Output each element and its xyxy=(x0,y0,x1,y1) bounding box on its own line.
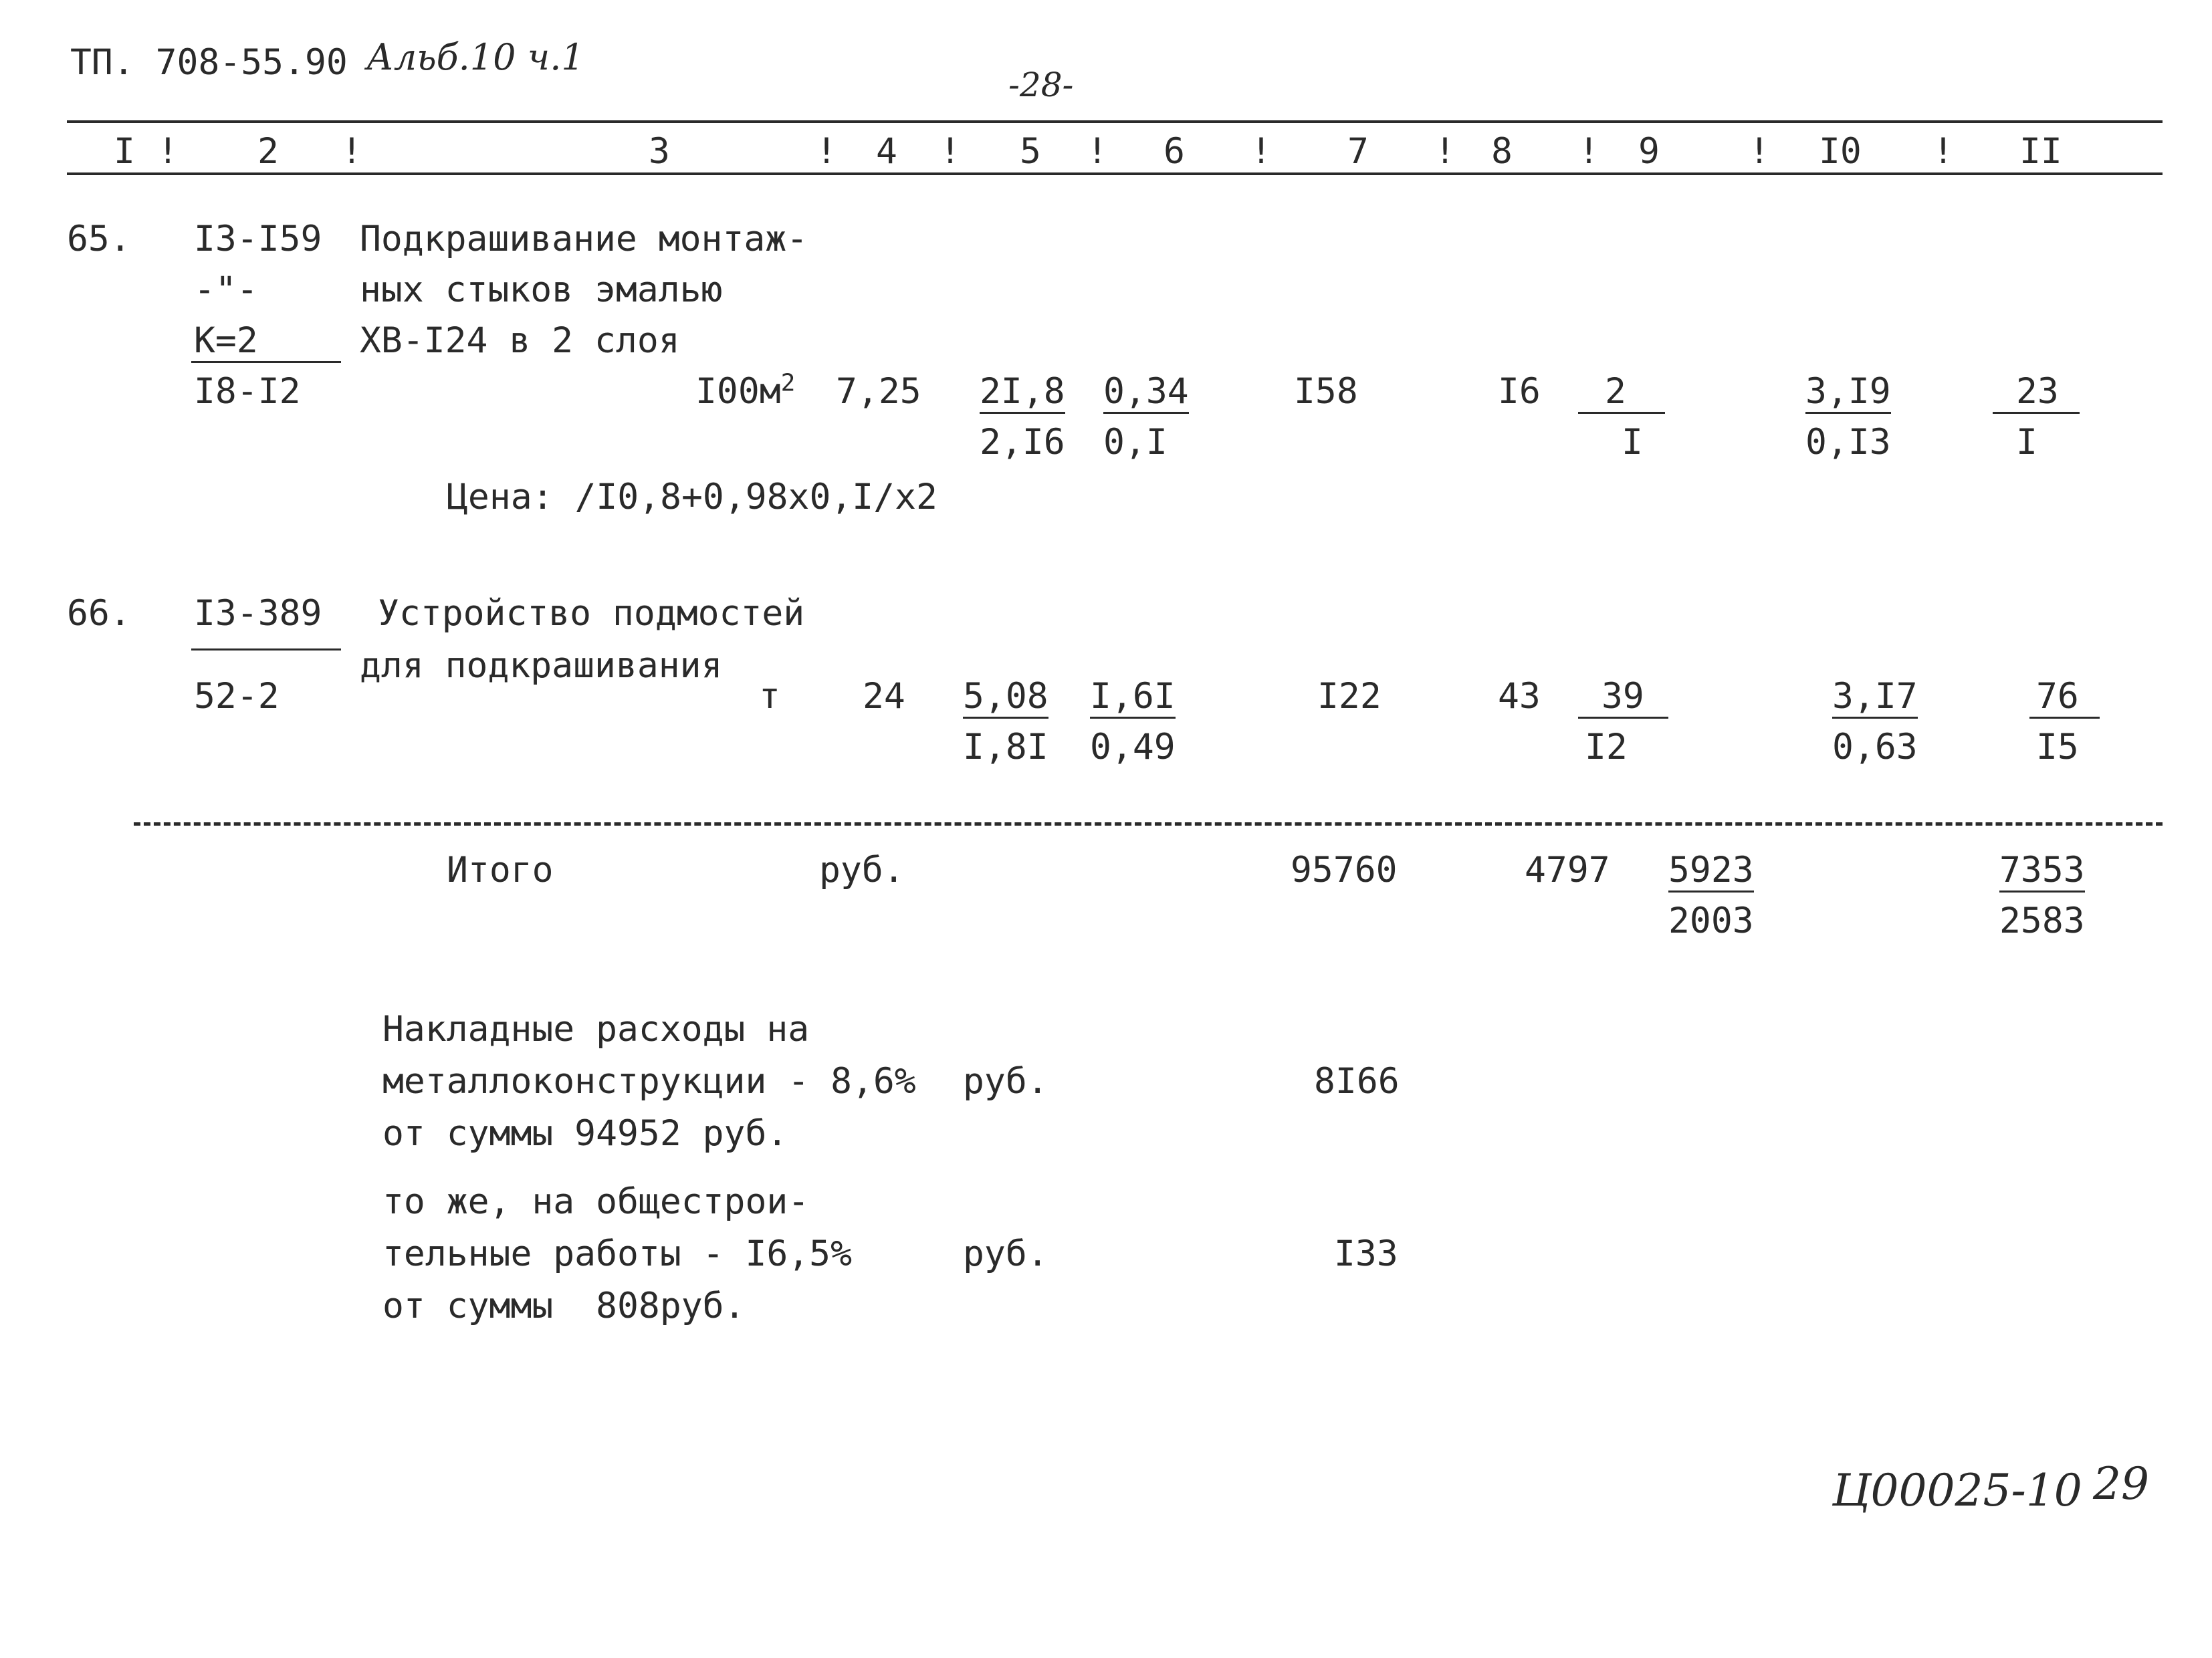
col10-top: 3,I7 xyxy=(1832,676,1918,717)
dashed-separator xyxy=(134,822,2163,826)
unit-text: I00м xyxy=(695,371,781,412)
code-line: -"- xyxy=(194,269,258,310)
overhead-text-line: тельные работы - I6,5% xyxy=(382,1233,852,1274)
col11-bottom: I5 xyxy=(2036,727,2079,767)
fraction-line xyxy=(1832,717,1918,719)
col-num-2: 2 xyxy=(257,131,279,172)
col-num-8: 8 xyxy=(1491,131,1513,172)
total-col7: 95760 xyxy=(1291,850,1398,891)
col5-bottom: I,8I xyxy=(963,727,1048,767)
col-num-5: 5 xyxy=(1020,131,1041,172)
col10-bottom: 0,I3 xyxy=(1805,422,1891,463)
code-underline xyxy=(191,648,341,650)
fraction-line xyxy=(1090,717,1176,719)
col8-value: 43 xyxy=(1498,676,1541,717)
col-num-7: 7 xyxy=(1347,131,1369,172)
fraction-line xyxy=(1578,717,1668,719)
fraction-line xyxy=(2029,717,2100,719)
col-num-10: I0 xyxy=(1819,131,1862,172)
code-underline xyxy=(191,361,341,363)
fraction-line xyxy=(1578,412,1665,414)
fraction-line xyxy=(1103,412,1189,414)
total-label: Итого xyxy=(447,850,554,891)
overhead-unit: руб. xyxy=(963,1233,1048,1274)
archive-stamp: Ц00025-10 xyxy=(1832,1465,2082,1516)
col-num-6: 6 xyxy=(1164,131,1185,172)
album-note: Альб.10 ч.1 xyxy=(366,36,584,78)
overhead-unit: руб. xyxy=(963,1061,1048,1102)
col6-top: 0,34 xyxy=(1103,371,1189,412)
unit-superscript: 2 xyxy=(780,369,796,397)
quantity: 7,25 xyxy=(836,371,921,412)
col-num-4: 4 xyxy=(876,131,897,172)
overhead-text-line: от суммы 94952 руб. xyxy=(382,1113,788,1154)
col9-bottom: I2 xyxy=(1585,727,1628,767)
col-separator: ! xyxy=(1749,131,1770,172)
description-line: для подкрашивания xyxy=(360,645,723,686)
overhead-value: I33 xyxy=(1334,1233,1398,1274)
col-num-11: II xyxy=(2019,131,2062,172)
col9-bottom: I xyxy=(1622,422,1643,463)
description-line: ных стыков эмалью xyxy=(360,269,723,310)
overhead-text-line: Накладные расходы на xyxy=(382,1009,810,1050)
col7-value: I58 xyxy=(1294,371,1358,412)
overhead-value: 8I66 xyxy=(1314,1061,1400,1102)
doc-code: ТП. 708-55.90 xyxy=(70,42,348,83)
total-col11-top: 7353 xyxy=(1999,850,2085,891)
col-num-3: 3 xyxy=(649,131,670,172)
unit xyxy=(695,370,795,413)
col-num-9: 9 xyxy=(1638,131,1660,172)
col6-bottom: 0,49 xyxy=(1090,727,1176,767)
sheet-number: 29 xyxy=(2093,1458,2149,1510)
col-separator: ! xyxy=(1087,131,1108,172)
col7-value: I22 xyxy=(1317,676,1381,717)
fraction-line xyxy=(980,412,1065,414)
fraction-line xyxy=(1805,412,1891,414)
price-note: Цена: /I0,8+0,98х0,I/х2 xyxy=(447,477,937,517)
code-line: I8-I2 xyxy=(194,371,301,412)
col5-top: 5,08 xyxy=(963,676,1048,717)
page-number: -28- xyxy=(1008,66,1074,104)
total-col9-top: 5923 xyxy=(1668,850,1754,891)
total-col11-bottom: 2583 xyxy=(1999,901,2085,941)
col5-bottom: 2,I6 xyxy=(980,422,1065,463)
col9-top: 39 xyxy=(1601,676,1644,717)
fraction-line xyxy=(1993,412,2080,414)
fraction-line xyxy=(1999,891,2085,893)
col-separator: ! xyxy=(1578,131,1599,172)
code-line: I3-389 xyxy=(194,593,322,634)
col-separator: ! xyxy=(1250,131,1272,172)
col-separator: ! xyxy=(1434,131,1456,172)
col-separator: ! xyxy=(816,131,837,172)
overhead-text-line: от суммы 808руб. xyxy=(382,1286,746,1326)
quantity: 24 xyxy=(863,676,905,717)
col11-top: 23 xyxy=(2016,371,2059,412)
total-col8: 4797 xyxy=(1525,850,1610,891)
unit: т xyxy=(759,676,780,717)
col11-top: 76 xyxy=(2036,676,2079,717)
header-top-rule xyxy=(67,120,2163,123)
col-num-1: I xyxy=(114,131,135,172)
description-line: Подкрашивание монтаж- xyxy=(360,219,808,259)
col-separator: ! xyxy=(1932,131,1954,172)
col6-top: I,6I xyxy=(1090,676,1176,717)
row-number: 66. xyxy=(67,593,131,634)
col8-value: I6 xyxy=(1498,371,1541,412)
overhead-text-line: металлоконструкции - 8,6% xyxy=(382,1061,916,1102)
col-separator: ! xyxy=(341,131,362,172)
description-line: Устройство подмостей xyxy=(378,593,805,634)
code-line: K=2 xyxy=(194,320,258,361)
col5-top: 2I,8 xyxy=(980,371,1065,412)
description-line: ХВ-I24 в 2 слоя xyxy=(360,320,680,361)
code-line: 52-2 xyxy=(194,676,280,717)
col-separator: ! xyxy=(939,131,961,172)
col10-bottom: 0,63 xyxy=(1832,727,1918,767)
total-col9-bottom: 2003 xyxy=(1668,901,1754,941)
row-number: 65. xyxy=(67,219,131,259)
overhead-text-line: то же, на общестрои- xyxy=(382,1181,810,1222)
col-separator: ! xyxy=(157,131,179,172)
col9-top: 2 xyxy=(1605,371,1626,412)
col11-bottom: I xyxy=(2016,422,2037,463)
col10-top: 3,I9 xyxy=(1805,371,1891,412)
col6-bottom: 0,I xyxy=(1103,422,1168,463)
code-line: I3-I59 xyxy=(194,219,322,259)
fraction-line xyxy=(963,717,1048,719)
total-unit: руб. xyxy=(819,850,905,891)
fraction-line xyxy=(1668,891,1754,893)
